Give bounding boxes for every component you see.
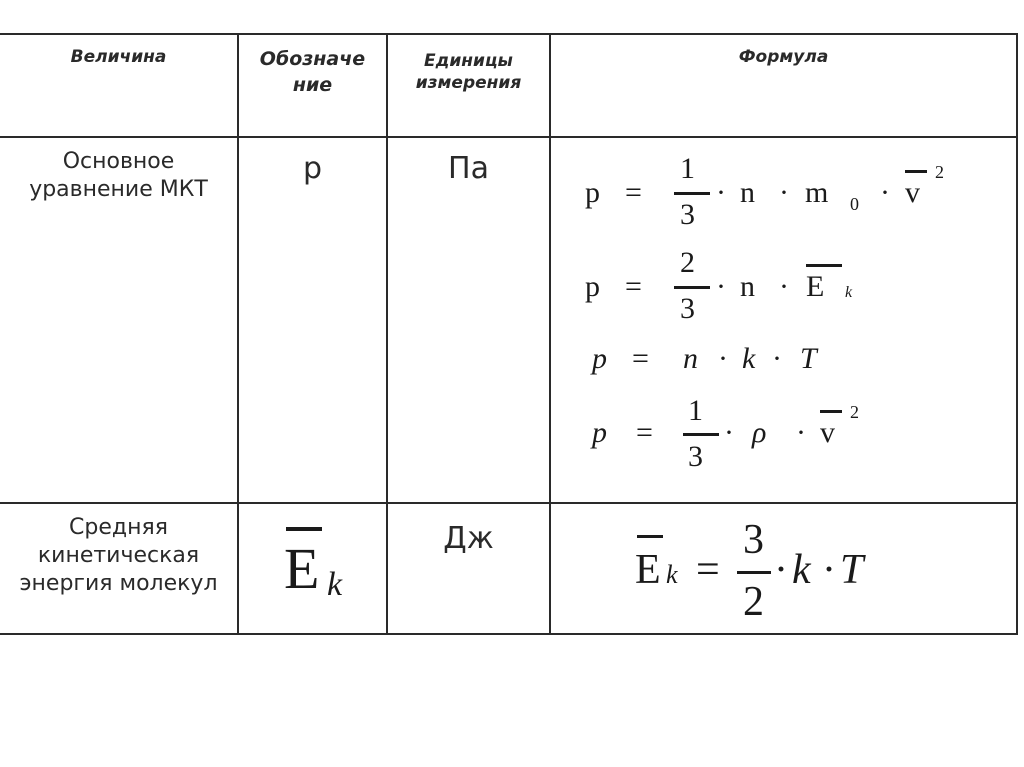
formula-2-b: E (806, 270, 825, 303)
table-col-divider-3 (549, 33, 551, 635)
formula-1-c-sup: 2 (935, 162, 944, 182)
row1-symbol (239, 152, 386, 186)
formula-1-b: m (805, 176, 829, 209)
row2-quantity (0, 514, 237, 598)
formula-1-a: n (740, 176, 755, 209)
formula-4-b-sup: 2 (850, 402, 859, 422)
header-units (388, 50, 549, 94)
formula-2-dot2: · (779, 270, 789, 303)
formula-5-num: 3 (743, 517, 764, 563)
formula-1-v-overbar (905, 170, 927, 173)
formula-4-lhs: p (592, 416, 607, 449)
header-symbol-line1: Обозначе (259, 48, 366, 70)
formula-5-lhs: E (635, 547, 661, 593)
formula-4-den: 3 (688, 440, 703, 473)
formula-3-c: T (800, 342, 817, 375)
formula-2-b-sub: k (845, 284, 853, 301)
formula-1-b-sub: 0 (850, 194, 859, 214)
formula-5-dot2: · (822, 547, 836, 593)
table-col-divider-1 (237, 33, 239, 635)
formula-4-num: 1 (688, 394, 703, 427)
row1-unit-text: Па (448, 151, 489, 186)
formula-2-lhs: p (585, 270, 600, 303)
formula-3-eq: = (632, 342, 649, 375)
formula-4-dot2: · (796, 416, 806, 449)
header-quantity-text: Величина (70, 47, 167, 67)
formula-4-b: v (820, 416, 835, 449)
formula-5-eq: = (696, 547, 720, 593)
row2-quantity-line2: кинетическая (37, 543, 200, 568)
formula-5-den: 2 (743, 579, 764, 625)
formula-2-e-overbar (806, 264, 842, 267)
row1-unit (388, 152, 549, 186)
row1-quantity-line1: Основное (62, 149, 175, 174)
formula-2-dot1: · (716, 270, 726, 303)
formula-2-num: 2 (680, 246, 695, 279)
formula-4-fraction-bar (683, 433, 719, 436)
row2-unit-text: Дж (443, 521, 494, 556)
formula-1-lhs: p (585, 176, 600, 209)
row2-quantity-line3: энергия молекул (19, 571, 218, 596)
formula-5-dot1: · (774, 547, 788, 593)
formula-3-lhs: p (592, 342, 607, 375)
formula-3-a: n (683, 342, 698, 375)
row1-symbol-text: p (302, 151, 323, 186)
formula-2-den: 3 (680, 292, 695, 325)
formula-1-num: 1 (680, 152, 695, 185)
formula-5-fraction-bar (737, 571, 771, 574)
formula-5-lhs-sub: k (666, 560, 678, 589)
formula-3-dot1: · (718, 342, 728, 375)
formula-4-v-overbar (820, 410, 842, 413)
formula-1-eq: = (625, 176, 642, 209)
table-border-row1 (0, 502, 1018, 504)
formula-2-a: n (740, 270, 755, 303)
formula-3-dot2: · (772, 342, 782, 375)
formula-1-c: v (905, 176, 920, 209)
table-border-bottom (0, 633, 1018, 635)
header-symbol (239, 46, 386, 98)
row2-quantity-line1: Средняя (69, 515, 168, 540)
formula-1-den: 3 (680, 198, 695, 231)
formula-2-eq: = (625, 270, 642, 303)
header-formula (551, 46, 1016, 68)
formula-1-dot1: · (716, 176, 726, 209)
formula-1-dot2: · (779, 176, 789, 209)
formula-1-dot3: · (880, 176, 890, 209)
header-symbol-line2: ние (292, 74, 333, 96)
row2-unit (388, 522, 549, 556)
formula-3-b: k (742, 342, 756, 375)
table-border-header (0, 136, 1018, 138)
table-border-top (0, 33, 1018, 35)
formula-5-b: T (840, 547, 864, 593)
table-border-right (1016, 33, 1018, 635)
formula-4-a: ρ (752, 416, 767, 449)
row2-symbol-letter: E (284, 536, 320, 601)
formula-2-fraction-bar (674, 286, 710, 289)
formula-5-e-overbar (637, 535, 663, 538)
header-units-line1: Единицы (424, 51, 513, 71)
formula-5-a: k (792, 547, 811, 593)
formula-4-eq: = (636, 416, 653, 449)
formula-1-fraction-bar (674, 192, 710, 195)
header-units-line2: измерения (415, 73, 522, 93)
row1-quantity (0, 148, 237, 204)
header-formula-text: Формула (738, 47, 829, 67)
row1-quantity-line2: уравнение МКТ (29, 177, 208, 202)
header-quantity (0, 46, 237, 68)
formula-4-dot1: · (724, 416, 734, 449)
row2-symbol-overbar (286, 527, 322, 531)
row2-symbol-sub: k (327, 566, 343, 603)
